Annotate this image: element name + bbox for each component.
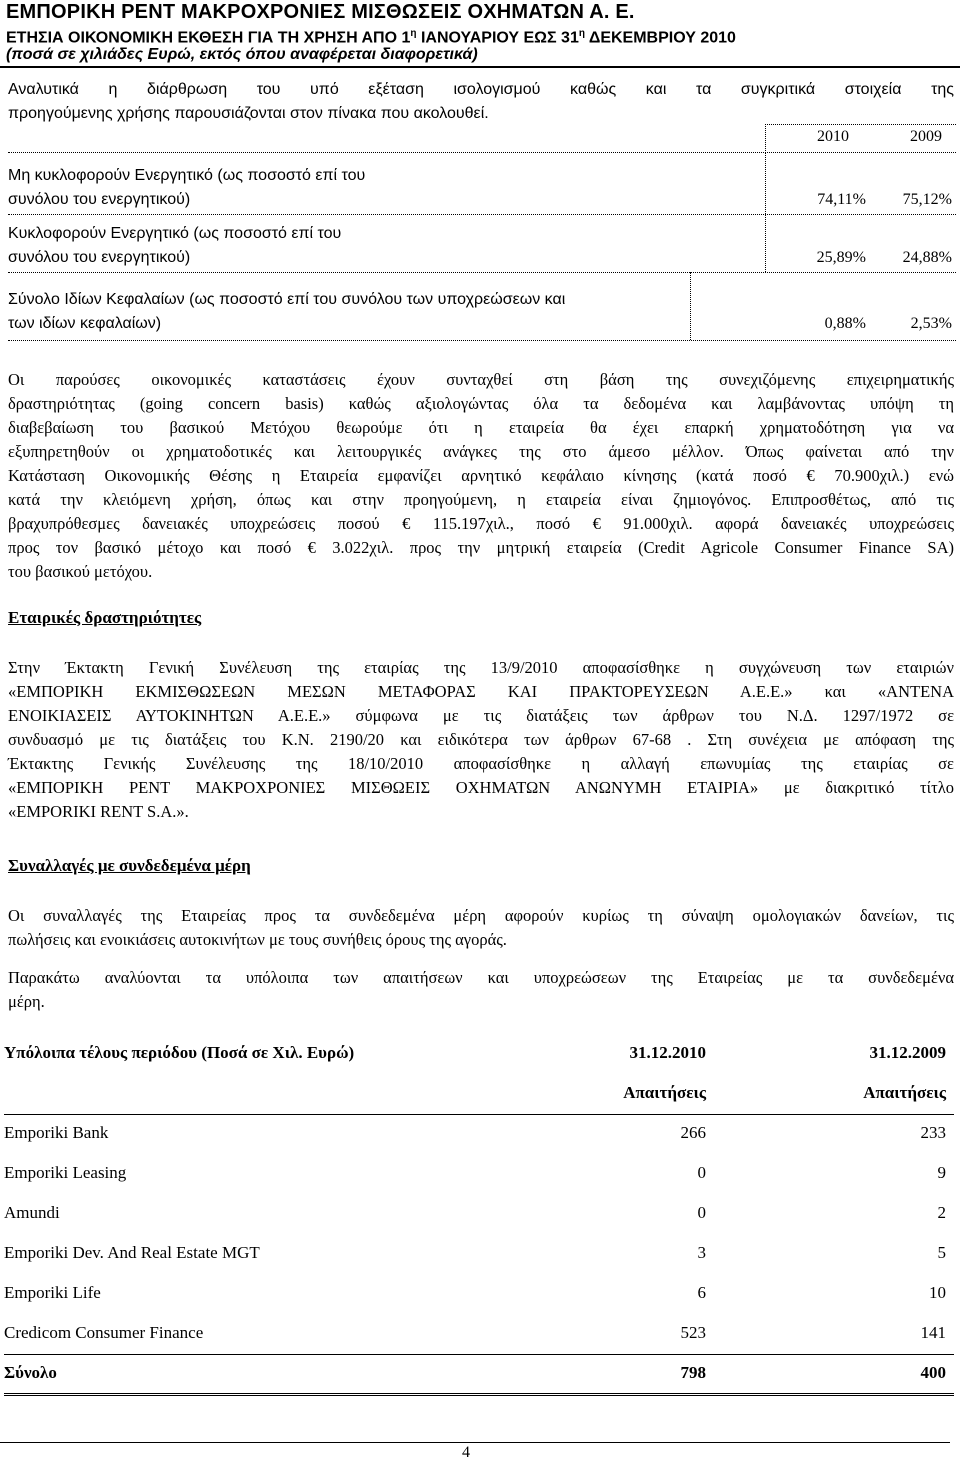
balances-header-row: [4, 1043, 950, 1067]
ratio-value: 0,88%: [824, 315, 866, 332]
table-row: Emporiki Dev. And Real Estate MGT 3 5: [4, 1243, 946, 1262]
balances-col-2009: 31.12.2009: [869, 1043, 946, 1062]
table-row: Credicom Consumer Finance 523 141: [4, 1323, 946, 1342]
page-number: 4: [462, 1444, 470, 1461]
ratio-value: 2,53%: [910, 315, 952, 332]
document-page: ΕΜΠΟΡΙΚΗ ΡΕΝΤ ΜΑΚΡΟΧΡΟΝΙΕΣ ΜΙΣΘΩΣΕΙΣ ΟΧΗΜΑΤΩΝ Α. Ε. ΕΤΗΣΙΑ ΟΙΚΟΝΟΜΙΚΗ ΕΚΘΕΣΗ ΓΙΑ ΤΗ ΧΡΗΣΗ ΑΠΟ $1^\eta$ ΙΑΝΟΥΑΡΙΟΥ ΕΩΣ $31^\eta$ ΔΕΚΕΜΒΡΙΟΥ 2010 (ποσά σε χιλιάδες Ευρώ, εκτός όπου αναφέρεται διαφορετικά) Αναλυτικά η διάρθρωση του υπό εξέταση ισολογισμού καθώς και τα συγκριτικά στοιχεία της προηγούμενης χρήσης παρουσιάζονται στον πίνακα που ακολουθεί. 2010 2009 Μη κυκλοφορούν Ενεργητικό (ως ποσοστό επί του συνόλου του ενεργητικού) 74,11% 75,12% Κυκλοφορούν Ενεργητικό (ως ποσοστό επί του συνόλου του ενεργητικού) 25,89% 24,88% Σύνολο Ιδίων Κεφαλαίων (ως ποσοστό επί του συνόλου των υποχρεώσεων και των ιδίων κεφαλαίων) 0,88% 2,53% Οι παρούσες οικονομικές καταστάσεις έχουν συνταχθεί στη βάση της συνεχιζόμενης επιχειρηματικής δραστηριότητας (going concern basis) καθώς αξιολογώντας όλα τα δεδομένα και λαμβάνοντας υπόψη τη διαβεβαίωση του βασικού Μετόχου θεωρούμε ότι η εταιρεία θα έχει επαρκή χρηματοδότηση για να εξυπηρετηθούν οι χρηματοδοτικές και λειτουργικές ανάγκες της στο άμεσο μέλλον. Όπως φαίνεται από την Κατάσταση Οικονομικής Θέσης η Εταιρεία εμφανίζει αρνητικό κεφάλαιο κίνησης (κατά ποσό € 70.900χιλ.) ενώ κατά την κλειόμενη χρήση, όπως και στην προηγούμενη, η εταιρεία είναι ζημιογόνος. Επιπροσθέτως, από τις βραχυπρόθεσμες δανειακές υποχρεώσεις ποσού € 115.197χιλ., ποσό € 91.000χιλ. αφορά δανειακές υποχρεώσεις προς τον βασικό μέτοχο και ποσό € 3.022χιλ. προς την μητρική εταιρεία (Credit Agricole Consumer Finance SA) του βασικού μετόχου. Εταιρικές δραστηριότητες Στην Έκτακτη Γενική Συνέλευση της εταιρίας της 13/9/2010 αποφασίσθηκε η συγχώνευση των εταιριών «ΕΜΠΟΡΙΚΗ ΕΚΜΙΣΘΩΣΕΩΝ ΜΕΣΩΝ ΜΕΤΑΦΟΡΑΣ ΚΑΙ ΠΡΑΚΤΟΡΕΥΣΕΩΝ Α.Ε.Ε.» και «ΑΝΤΕΝΑ ΕΝΟΙΚΙΑΣΕΙΣ ΑΥΤΟΚΙΝΗΤΩΝ Α.Ε.Ε.» σύμφωνα με τις διατάξεις των άρθρων του Ν.Δ. 1297/1972 σε συνδυασμό με τις διατάξεις του Κ.Ν. 2190/20 και ειδικότερα των άρθρων 67-68 . Στη συνέχεια με απόφαση της Έκτακτης Γενικής Συνέλευσης της 18/10/2010 αποφασίσθηκε η αλλαγή επωνυμίας της εταιρίας σε «ΕΜΠΟΡΙΚΗ ΡΕΝΤ ΜΑΚΡΟΧΡΟΝΙΕΣ ΜΙΣΘΩΕΙΣ ΟΧΗΜΑΤΩΝ ΑΝΩΝΥΜΗ ΕΤΑΙΡΙΑ» με διακριτικό τίτλο «EMPORIKI RENT S.A.». Συναλλαγές με συνδεδεμένα μέρη Οι συναλλαγές της Εταιρείας προς τα συνδεδεμένα μέρη αφορούν κυρίως τη σύναψη ομολογιακών δανείων, τις πωλήσεις και ενοικιάσεις αυτοκινήτων με τους συνήθεις όρους της αγοράς. Παρακάτω αναλύονται τα υπόλοιπα των απαιτήσεων και υποχρεώσεων της Εταιρείας με τα συνδεδεμένα μέρη. Υπόλοιπα τέλους περιόδου (Ποσά σε Χιλ. Ευρώ) 31.12.2010 31.12.2009 Απαιτήσεις Απαιτήσεις Emporiki Bank 266 233 Emporiki Leasing 0 9 Amundi 0 2 Emporiki Dev. And Real Estate MGT 3 5 Emporiki Life 6 10 Credicom Consumer Finance 523 141 Σύνολο 798 400 4: [0, 0, 960, 1464]
intro-paragraph: Αναλυτικά η διάρθρωση του υπό εξέταση ισολογισμού καθώς και τα συγκριτικά στοιχεία της προηγούμενης χρήσης παρουσιάζονται στον πίνακα που ακολουθεί.: [8, 81, 954, 122]
ratio-divider: [8, 272, 956, 273]
document-title: ΕΜΠΟΡΙΚΗ ΡΕΝΤ ΜΑΚΡΟΧΡΟΝΙΕΣ ΜΙΣΘΩΣΕΙΣ ΟΧΗΜΑΤΩΝ Α. Ε.: [6, 1, 635, 23]
ratio-column-line: [765, 152, 766, 272]
going-concern-paragraph: Οι παρούσες οικονομικές καταστάσεις έχουν συνταχθεί στη βάση της συνεχιζόμενης επιχειρηματικής δραστηριότητας (going concern basis) καθώς αξιολογώντας όλα τα δεδομένα και λαμβάνοντας υπόψη τη διαβεβαίωση του βασικού Μετόχου θεωρούμε ότι η εταιρεία θα έχει επαρκή χρηματοδότηση για να εξυπηρετηθούν οι χρηματοδοτικές και λειτουργικές ανάγκες της στο άμεσο μέλλον. Όπως φαίνεται από την Κατάσταση Οικονομικής Θέσης η Εταιρεία εμφανίζει αρνητικό κεφάλαιο κίνησης (κατά ποσό € 70.900χιλ.) ενώ κατά την κλειόμενη χρήση, όπως και στην προηγούμενη, η εταιρεία είναι ζημιογόνος. Επιπροσθέτως, από τις βραχυπρόθεσμες δανειακές υποχρεώσεις ποσού € 115.197χιλ., ποσό € 91.000χιλ. αφορά δανειακές υποχρεώσεις προς τον βασικό μέτοχο και ποσό € 3.022χιλ. προς την μητρική εταιρεία (Credit Agricole Consumer Finance SA) του βασικού μετόχου.: [8, 370, 954, 581]
balances-sub-2009: Απαιτήσεις: [863, 1083, 946, 1102]
ratio-divider: [8, 214, 956, 215]
table-row: Emporiki Bank 266 233: [4, 1123, 946, 1142]
table-row: Emporiki Leasing 0 9: [4, 1163, 946, 1182]
activities-paragraph: Στην Έκτακτη Γενική Συνέλευση της εταιρίας της 13/9/2010 αποφασίσθηκε η συγχώνευση των εταιριών «ΕΜΠΟΡΙΚΗ ΕΚΜΙΣΘΩΣΕΩΝ ΜΕΣΩΝ ΜΕΤΑΦΟΡΑΣ ΚΑΙ ΠΡΑΚΤΟΡΕΥΣΕΩΝ Α.Ε.Ε.» και «ΑΝΤΕΝΑ ΕΝΟΙΚΙΑΣΕΙΣ ΑΥΤΟΚΙΝΗΤΩΝ Α.Ε.Ε.» σύμφωνα με τις διατάξεις των άρθρων του Ν.Δ. 1297/1972 σε συνδυασμό με τις διατάξεις του Κ.Ν. 2190/20 και ειδικότερα των άρθρων 67-68 . Στη συνέχεια με απόφαση της Έκτακτης Γενικής Συνέλευσης της 18/10/2010 αποφασίσθηκε η αλλαγή επωνυμίας της εταιρίας σε «ΕΜΠΟΡΙΚΗ ΡΕΝΤ ΜΑΚΡΟΧΡΟΝΙΕΣ ΜΙΣΘΩΕΙΣ ΟΧΗΜΑΤΩΝ ΑΝΩΝΥΜΗ ΕΤΑΙΡΙΑ» με διακριτικό τίτλο «EMPORIKI RENT S.A.».: [8, 658, 954, 821]
section-heading-activities: Εταιρικές δραστηριότητες: [8, 608, 202, 627]
ratio-value: 75,12%: [902, 191, 952, 208]
ratio-column-line: [690, 272, 691, 340]
ratio-year-2009: 2009: [910, 128, 942, 145]
ratio-value: 74,11%: [817, 191, 866, 208]
amounts-note: (ποσά σε χιλιάδες Ευρώ, εκτός όπου αναφέρεται διαφορετικά): [6, 46, 478, 63]
section-heading-related-parties: Συναλλαγές με συνδεδεμένα μέρη: [8, 856, 251, 875]
balances-title: Υπόλοιπα τέλους περιόδου (Ποσά σε Χιλ. Ευρώ): [4, 1043, 355, 1062]
table-row: Amundi 0 2: [4, 1203, 946, 1222]
balances-col-2010: 31.12.2010: [629, 1043, 706, 1062]
table-row: Emporiki Life 6 10: [4, 1283, 946, 1302]
ratio-value: 25,89%: [816, 249, 866, 266]
ratio-divider: [8, 340, 956, 341]
footer-divider: [0, 1442, 950, 1443]
balances-divider: [4, 1114, 954, 1115]
balances-total-row: Σύνολο 798 400: [4, 1363, 946, 1382]
ratio-divider: [8, 152, 956, 153]
document-subtitle: ΕΤΗΣΙΑ ΟΙΚΟΝΟΜΙΚΗ ΕΚΘΕΣΗ ΓΙΑ ΤΗ ΧΡΗΣΗ ΑΠΟ $1^\eta$ ΙΑΝΟΥΑΡΙΟΥ ΕΩΣ $31^\eta$ ΔΕΚΕΜΒΡΙΟΥ 2010: [6, 28, 736, 47]
ratio-value: 24,88%: [902, 249, 952, 266]
balances-divider: [4, 1354, 954, 1355]
header-divider: [0, 66, 960, 68]
balances-sub-2010: Απαιτήσεις: [623, 1083, 706, 1102]
related-balances-intro: Παρακάτω αναλύονται τα υπόλοιπα των απαιτήσεων και υποχρεώσεων της Εταιρείας με τα συνδεδεμένα μέρη.: [8, 968, 954, 1011]
ratio-year-2010: 2010: [817, 128, 849, 145]
balances-subheader-row: [4, 1083, 950, 1107]
related-parties-paragraph: Οι συναλλαγές της Εταιρείας προς τα συνδεδεμένα μέρη αφορούν κυρίως τη σύναψη ομολογιακών δανείων, τις πωλήσεις και ενοικιάσεις αυτοκινήτων με τους συνήθεις όρους της αγοράς.: [8, 906, 954, 949]
balances-total-underline: [4, 1393, 954, 1396]
